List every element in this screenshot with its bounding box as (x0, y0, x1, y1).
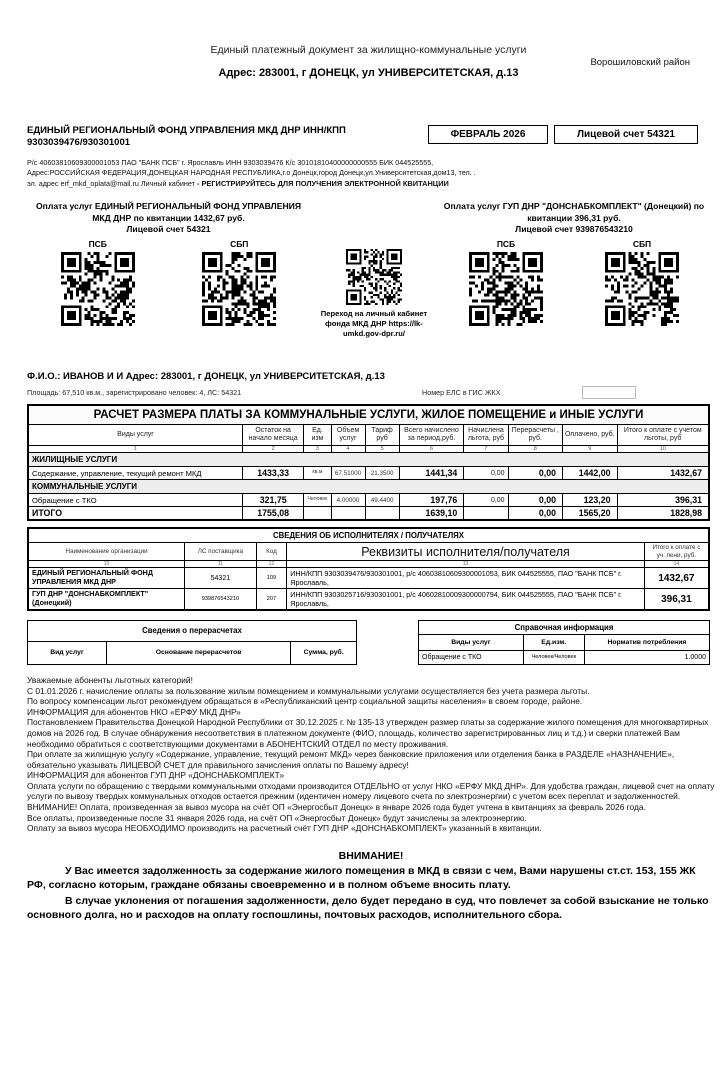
organization-name: ЕДИНЫЙ РЕГИОНАЛЬНЫЙ ФОНД УПРАВЛЕНИЯ МКД ДНР ИНН/КПП 9303039476/930301001 (27, 125, 346, 148)
requisites-line-2: Адрес:РОССИЙСКАЯ ФЕДЕРАЦИЯ,ДОНЕЦКАЯ НАРОДНАЯ РЕСПУБЛИКА,г.о Донецк,город Донецк,ул.Университетская,дом13, тел. . (27, 168, 476, 178)
ref-header-row: Виды услуг Ед.изм. Норматив потребления (419, 635, 710, 651)
providers-table (27, 527, 710, 611)
providers-column-numbers: 10 11 12 13 14 (28, 561, 709, 568)
provider-row-donsnab: ГУП ДНР "ДОНСНАБКОМПЛЕКТ" (Донецкий) 939876543210 207 ИНН/КПП 9303025716/930301001, р/с 40602810009300000794, БИК 044525555, ПАО "БАНК ПСБ" г. Ярославль, 396,31 (28, 589, 709, 611)
sbp-label-erf: СБП (230, 238, 249, 249)
qr-code-psb-donsnab-icon (469, 252, 543, 326)
erf-payment-info: Оплата услуг ЕДИНЫЙ РЕГИОНАЛЬНЫЙ ФОНД УПРАВЛЕНИЯ МКД ДНР по квитанции 1432,67 руб. (36, 201, 301, 223)
warning-title: ВНИМАНИЕ! (338, 849, 404, 862)
providers-table-title: СВЕДЕНИЯ ОБ ИСПОЛНИТЕЛЯХ / ПОЛУЧАТЕЛЯХ (28, 528, 709, 543)
warning-paragraph-1: У Вас имеется задолженность за содержание жилого помещения в МКД в связи с чем, Вами нарушены ст.ст. 153, 155 ЖК РФ, согласно которым, граждане обязаны своевременно и в полном объеме вносить плату. (27, 864, 696, 891)
info-paragraph: При оплате за жилищную услугу «Содержание, управление, текущий ремонт МКД» через банковские приложения или отделения банка в РАЗДЕЛЕ «НАЗНАЧЕНИЕ», обязательно указывать ЛИЦЕВОЙ СЧЕТ для правильного зачисления оплаты по Вашему адресу! (27, 749, 675, 770)
provider-row-erf: ЕДИНЫЙ РЕГИОНАЛЬНЫЙ ФОНД УПРАВЛЕНИЯ МКД ДНР 54321 109 ИНН/КПП 9303039476/930301001, р/с 40603810609300001053, БИК 044525555, ПАО "БАНК ПСБ" г. Ярославль, 1432,67 (28, 568, 709, 589)
info-paragraph: Оплату за вывоз мусора НЕОБХОДИМО производить на расчетный счёт ГУП ДНР «ДОНСНАБКОМПЛЕКТ» указанный в квитанции. (27, 823, 542, 834)
info-paragraph: Все оплаты, произведенные после 31 января 2026 года, на счёт ОП «Энергосбыт Донецк» будут зачислены за электроэнергию. (27, 812, 527, 823)
personal-cabinet-caption: Переход на личный кабинет фонда МКД ДНР https://lk-umkd.gov-dpr.ru/ (320, 309, 428, 339)
info-paragraph: ИНФОРМАЦИЯ для абонентов ГУП ДНР «ДОНСНАБКОМПЛЕКТ» (27, 770, 284, 781)
payment-block-erf (27, 201, 310, 339)
info-paragraph: ВНИМАНИЕ! Оплата, произведенная за вывоз мусора на счёт ОП «Энергосбыт Донецк» в январе 2026 года будет учтена в квитанциях за февраль 2026 года. (27, 802, 646, 813)
els-number-label: Номер ЕЛС в ГИС ЖКХ (422, 387, 501, 397)
qr-code-psb-erf-icon (61, 252, 135, 326)
calc-table-column-numbers: 1 2 3 4 5 6 7 8 9 10 (28, 446, 709, 453)
donsnab-payment-info: Оплата услуг ГУП ДНР "ДОНСНАБКОМПЛЕКТ" (Донецкий) по квитанции 396,31 руб. (443, 201, 705, 223)
psb-label-donsnab: ПСБ (496, 238, 516, 249)
info-paragraph: С 01.01.2026 г. начисление оплаты за пользование жилым помещением и коммунальными услугами осуществляется без учета размера льготы. (27, 685, 590, 696)
calc-table-title: РАСЧЕТ РАЗМЕРА ПЛАТЫ ЗА КОММУНАЛЬНЫЕ УСЛУГИ, ЖИЛОЕ ПОМЕЩЕНИЕ и ИНЫЕ УСЛУГИ (28, 405, 709, 425)
personal-account-box: Лицевой счет 54321 (554, 125, 698, 144)
info-paragraph: По вопросу компенсации льгот рекомендуем обращаться в «Республиканский центр социальной защиты населения» в своем городе, районе. (27, 696, 583, 707)
account-holder-line: Ф.И.О.: ИВАНОВ И И Адрес: 283001, г ДОНЕЦК, ул УНИВЕРСИТЕТСКАЯ, д.13 (27, 370, 385, 382)
debt-warning-block (27, 850, 715, 923)
info-paragraph: ИНФОРМАЦИЯ для абонентов НКО «ЕРФУ МКД ДНР» (27, 706, 241, 717)
recalculations-table (27, 620, 357, 665)
table-row-waste: Обращение с ТКО 321,75 Человек 4.00000 49.4400 197,76 0,00 0,00 123,20 396,31 (28, 494, 709, 507)
payment-qr-section (27, 201, 710, 339)
qr-code-personal-cabinet-icon (346, 249, 402, 305)
recalc-header-row: Вид услуг Основание перерасчетов Сумма, руб. (28, 641, 357, 664)
requisites-line-1: Р/с 40603810609300001053 ПАО "БАНК ПСБ" г. Ярославль ИНН 9303039476 К/с 30101810400000000555 БИК 044525555, (27, 157, 434, 167)
info-paragraph: Оплата услуги по обращению с твердыми коммунальными отходами производится ОТДЕЛЬНО от услуг НКО «ЕРФУ МКД ДНР». Для удобства граждан, лицевой счет на оплату услуги по вывозу твердых коммунальных отходов остается прежним (идентичен номеру лицевого счета по электроэнергии) с учетом всех переплат и задолженностей. (27, 780, 715, 802)
els-number-box (582, 386, 636, 399)
qr-code-sbp-erf-icon (202, 252, 276, 326)
document-title: Единый платежный документ за жилищно-коммунальные услуги (210, 44, 527, 56)
info-paragraph: Уважаемые абоненты льготных категорий! (27, 675, 193, 686)
providers-header-row: Наименование организации ЛС поставщика Код Реквизиты исполнителя/получателя Итого к оплате с уч. пени, руб. (28, 543, 709, 561)
table-row-maintenance: Содержание, управление, текущий ремонт МКД 1433,33 кв.м 67.51000 21.3500 1441,34 0,00 0,00 1442,00 1432,67 (28, 467, 709, 480)
reference-info-table (418, 620, 710, 665)
period-account-boxes (428, 125, 698, 144)
info-paragraph: Постановлением Правительства Донецкой Народной Республики от 30.12.2025 г. № 135-13 утвержден размер платы за содержание жилого помещения для многоквартирных домов на 2026 год. В случае обнаружения несоответствия в платежном документе (ФИО, площадь, количество зарегистрированных лиц и т.д.) и сверки платежей Вам необходимо обратиться с соответствующими документами в АБОНЕНТСКИЙ ОТДЕЛ по месту проживания. (27, 717, 709, 749)
warning-paragraph-2: В случае уклонения от погашения задолженности, дело будет передано в суд, что повлечет за собой взыскание не только основного долга, но и расходов на оплату госпошлины, почтовых расходов, исполнительного сбора. (27, 895, 709, 922)
psb-label-erf: ПСБ (88, 238, 107, 249)
organization-header (27, 125, 710, 149)
bank-requisites (27, 158, 710, 190)
personal-cabinet-qr-block (310, 201, 438, 339)
building-address: Адрес: 283001, г ДОНЕЦК, ул УНИВЕРСИТЕТСКАЯ, д.13 (218, 67, 519, 79)
communal-services-section: КОММУНАЛЬНЫЕ УСЛУГИ (28, 480, 709, 494)
information-paragraphs (27, 675, 717, 834)
billing-period-box: ФЕВРАЛЬ 2026 (428, 125, 548, 144)
recalc-table-title: Сведения о перерасчетах (28, 621, 357, 642)
sbp-label-donsnab: СБП (632, 238, 652, 249)
apartment-details: Площадь: 67,510 кв.м., зарегистрировано человек: 4, ЛС: 54321 (27, 387, 242, 397)
ref-row-waste: Обращение с ТКО Человек/Человек 1.0000 (419, 651, 710, 665)
erf-account-info: Лицевой счет 54321 (126, 223, 211, 234)
charges-calculation-table (27, 404, 710, 521)
donsnab-account-info: Лицевой счет 939876543210 (515, 223, 633, 234)
calc-table-header-row: Виды услуг Остаток на начало месяца Ед. изм Объем услуг Тариф руб Всего начислено за период,руб. Начислена льгота, руб Перерасчеты , руб. Оплачено, руб. Итого к оплате с учетом льготы, руб (28, 424, 709, 445)
e-receipt-registration-note: - РЕГИСТРИРУЙТЕСЬ ДЛЯ ПОЛУЧЕНИЯ ЭЛЕКТРОННОЙ КВИТАНЦИИ (196, 178, 449, 188)
housing-services-section: ЖИЛИЩНЫЕ УСЛУГИ (28, 453, 709, 467)
table-row-total: ИТОГО 1755,08 1639,10 0,00 1565,20 1828,98 (28, 507, 709, 521)
qr-code-sbp-donsnab-icon (605, 252, 679, 326)
ref-table-title: Справочная информация (419, 621, 710, 635)
district-label: Ворошиловский район (590, 57, 690, 68)
payment-block-donsnab (438, 201, 710, 339)
requisites-line-3: эл. адрес erf_mkd_oplata@mail.ru Личный кабинет - РЕГИСТРИРУЙТЕСЬ ДЛЯ ПОЛУЧЕНИЯ ЭЛЕКТРОННОЙ КВИТАНЦИИ (27, 178, 449, 188)
